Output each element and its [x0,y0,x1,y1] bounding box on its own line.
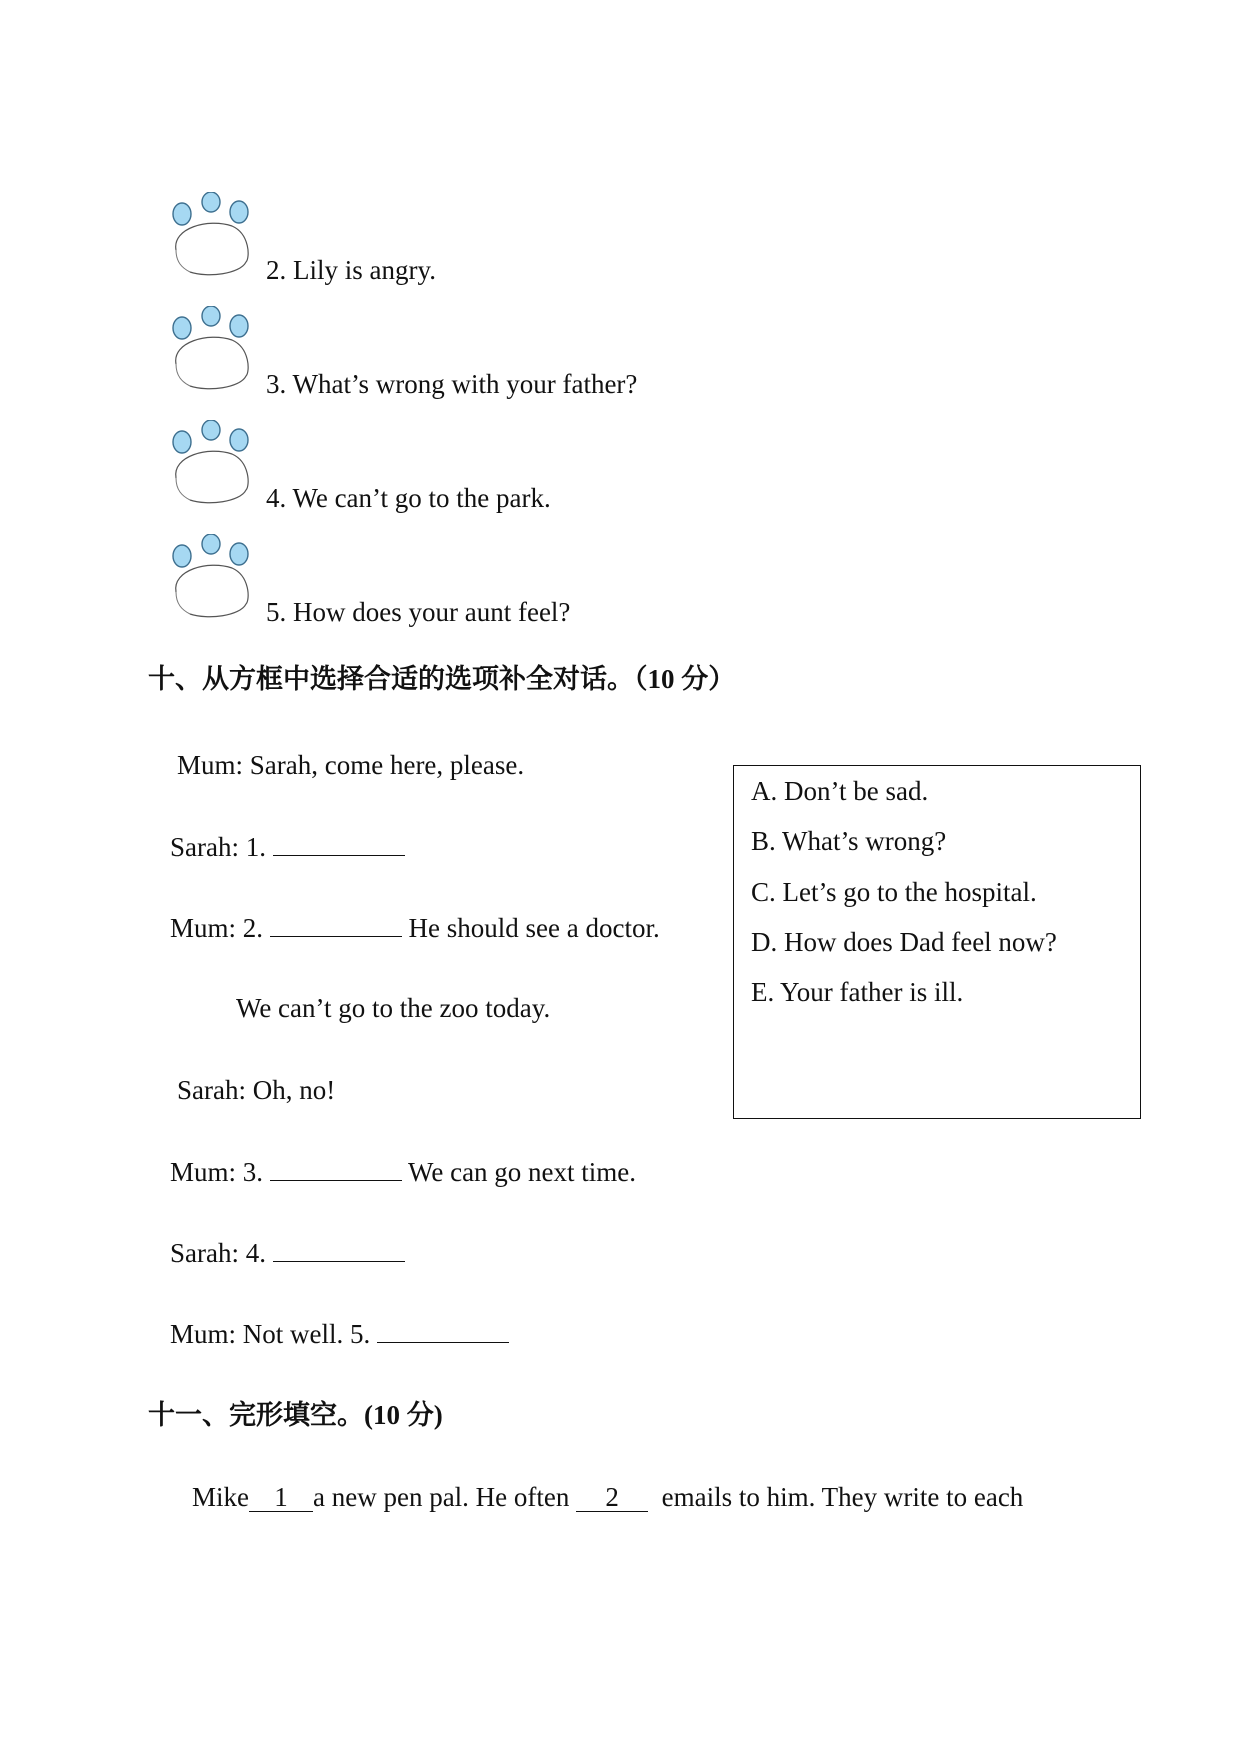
dialog-speaker: Mum: Not well. 5. [170,1319,371,1349]
dialog-speaker: Sarah: 4. [170,1238,266,1268]
answer-blank[interactable] [270,1158,402,1181]
answer-blank[interactable] [273,833,405,856]
option-d: D. How does Dad feel now? [751,927,1057,957]
item-text: 2. Lily is angry. [266,255,436,285]
dialog-line [170,1158,636,1186]
answer-blank[interactable] [377,1320,509,1343]
dialog-line: Sarah: Oh, no! [177,1075,336,1105]
cloze-text: a new pen pal. He often [313,1482,570,1512]
option-e: E. Your father is ill. [751,977,964,1007]
paw-print-icon [168,534,260,630]
paw-print-icon [168,420,260,516]
dialog-text: He should see a doctor. [408,913,660,943]
item-text: 4. We can’t go to the park. [266,483,551,513]
answer-blank[interactable] [273,1239,405,1262]
section-heading: 十、从方框中选择合适的选项补全对话。（10 分） [148,664,736,694]
cloze-blank-2[interactable]: 2 [576,1484,648,1512]
section-heading: 十一、完形填空。(10 分) [148,1400,443,1430]
dialog-speaker: Mum: 3. [170,1157,264,1187]
options-box [733,765,1141,1119]
answer-blank[interactable] [270,914,402,937]
cloze-line [192,1484,1023,1512]
option-c: C. Let’s go to the hospital. [751,877,1037,907]
paw-print-icon [168,306,260,402]
cloze-blank-1[interactable]: 1 [249,1484,313,1512]
dialog-line [170,833,405,861]
dialog-line [170,914,660,942]
option-b: B. What’s wrong? [751,826,947,856]
option-a: A. Don’t be sad. [751,776,929,806]
dialog-line [170,1239,405,1267]
cloze-text: Mike [192,1482,249,1512]
dialog-line: We can’t go to the zoo today. [236,993,551,1023]
dialog-text: We can go next time. [408,1157,637,1187]
dialog-speaker: Sarah: 1. [170,832,266,862]
item-text: 3. What’s wrong with your father? [266,369,638,399]
paw-print-icon [168,192,260,288]
dialog-line [170,1320,509,1348]
item-text: 5. How does your aunt feel? [266,597,571,627]
dialog-speaker: Mum: 2. [170,913,264,943]
cloze-text: emails to him. They write to each [661,1482,1024,1512]
dialog-line: Mum: Sarah, come here, please. [177,750,525,780]
